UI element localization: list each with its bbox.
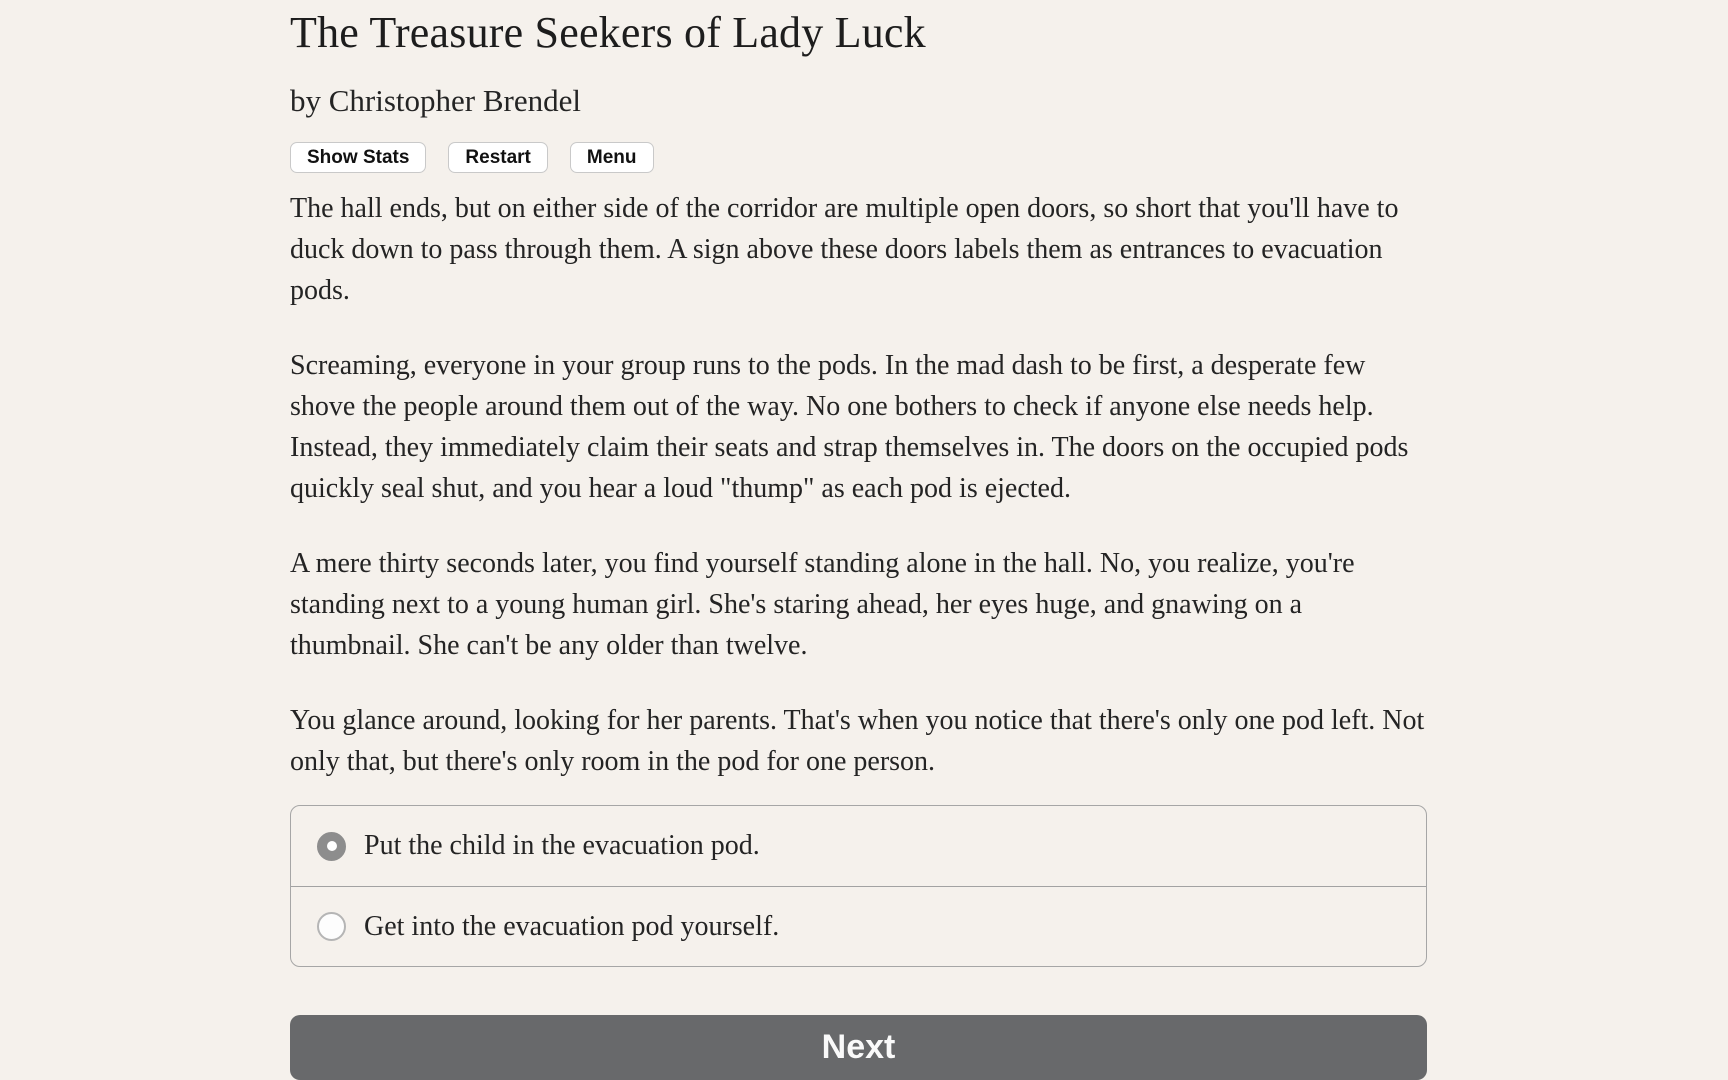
choice-option-put-child-in-pod[interactable] xyxy=(291,806,1426,886)
menu-button[interactable]: Menu xyxy=(570,142,654,173)
radio-icon[interactable] xyxy=(317,912,346,941)
story-paragraph: A mere thirty seconds later, you find yourself standing alone in the hall. No, you realize, you're standing next to a young human girl. She's staring ahead, her eyes huge, and gnawing on a thumbnail. She can't be any older than twelve. xyxy=(290,548,1355,662)
story-page xyxy=(290,0,1427,1080)
story-text xyxy=(290,188,1427,782)
choice-option-label: Get into the evacuation pod yourself. xyxy=(364,910,780,942)
author-byline: by Christopher Brendel xyxy=(290,83,582,119)
story-paragraph: The hall ends, but on either side of the corridor are multiple open doors, so short that you'll have to duck down to pass through them. A sign above these doors labels them as entrances to evacuation pods. xyxy=(290,193,1399,307)
choice-option-label: Put the child in the evacuation pod. xyxy=(364,830,760,862)
restart-button[interactable]: Restart xyxy=(448,142,547,173)
choice-option-get-in-pod-yourself[interactable] xyxy=(291,886,1426,966)
radio-icon[interactable] xyxy=(317,832,346,861)
page-title: The Treasure Seekers of Lady Luck xyxy=(290,8,926,57)
toolbar xyxy=(290,142,1427,173)
show-stats-button[interactable]: Show Stats xyxy=(290,142,426,173)
choice-group xyxy=(290,805,1427,967)
story-paragraph: Screaming, everyone in your group runs to the pods. In the mad dash to be first, a desperate few shove the people around them out of the way. No one bothers to check if anyone else needs help. Instead, they immediately claim their seats and strap themselves in. The doors on the occupied pods quickly seal shut, and you hear a loud "thump" as each pod is ejected. xyxy=(290,350,1409,505)
story-paragraph: You glance around, looking for her parents. That's when you notice that there's only one pod left. Not only that, but there's only room in the pod for one person. xyxy=(290,705,1425,778)
next-button[interactable]: Next xyxy=(290,1015,1427,1080)
